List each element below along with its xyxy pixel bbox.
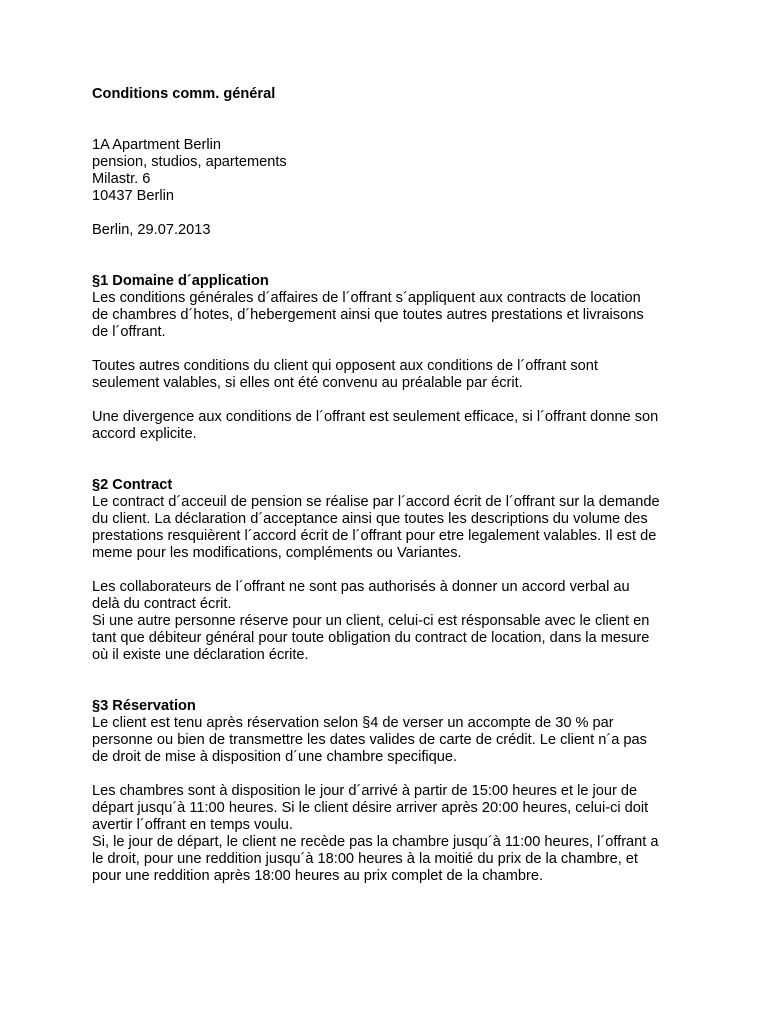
sections-container (92, 273, 712, 885)
text-line: Les collaborateurs de l´offrant ne sont pas authorisés à donner un accord verbal au (92, 579, 630, 595)
section-3 (92, 698, 712, 885)
address-line: pension, studios, apartements (92, 154, 287, 170)
text-line: où il existe une déclaration écrite. (92, 647, 309, 663)
text-line: personne ou bien de transmettre les dates valides de carte de crédit. Le client n´a pas (92, 732, 647, 748)
text-line: de chambres d´hotes, d´hebergement ainsi que toutes autres prestations et livraisons (92, 307, 644, 323)
section-heading: §3 Réservation (92, 698, 196, 714)
paragraph (92, 409, 712, 443)
text-line: Le client est tenu après réservation selon §4 de verser un accompte de 30 % par (92, 715, 614, 731)
paragraph (92, 358, 712, 392)
text-line: départ jusqu´à 11:00 heures. Si le client désire arriver après 20:00 heures, celui-ci doit (92, 800, 649, 816)
text-line: Si une autre personne réserve pour un client, celui-ci est résponsable avec le client en (92, 613, 650, 629)
text-line: Les chambres sont à disposition le jour d´arrivé à partir de 15:00 heures et le jour de (92, 783, 638, 799)
text-line: Toutes autres conditions du client qui opposent aux conditions de l´offrant sont (92, 358, 598, 374)
paragraph (92, 494, 712, 562)
address-line: Milastr. 6 (92, 171, 151, 187)
paragraph (92, 783, 712, 885)
address-line: 1A Apartment Berlin (92, 137, 221, 153)
text-line: seulement valables, si elles ont été convenu au préalable par écrit. (92, 375, 523, 391)
section-2 (92, 477, 712, 664)
text-line: Si, le jour de départ, le client ne recède pas la chambre jusqu´à 11:00 heures, l´offrant a (92, 834, 659, 850)
text-line: de droit de mise à disposition d´une chambre specifique. (92, 749, 458, 765)
text-line: pour une reddition après 18:00 heures au prix complet de la chambre. (92, 868, 544, 884)
section-heading: §1 Domaine d´application (92, 273, 269, 289)
text-line: delà du contract écrit. (92, 596, 232, 612)
text-line: avertir l´offrant en temps voulu. (92, 817, 293, 833)
text-line: le droit, pour une reddition jusqu´à 18:00 heures à la moitié du prix de la chambre, et (92, 851, 638, 867)
address-block (92, 137, 712, 205)
text-line: Les conditions générales d´affaires de l´offrant s´appliquent aux contracts de location (92, 290, 641, 306)
text-line: prestations resquièrent l´accord écrit de l´offrant pour etre legalement valables. Il est de (92, 528, 657, 544)
text-line: tant que débiteur général pour toute obligation du contract de location, dans la mesure (92, 630, 650, 646)
text-line: Une divergence aux conditions de l´offrant est seulement efficace, si l´offrant donne son (92, 409, 659, 425)
text-line: du client. La déclaration d´acceptance ainsi que toutes les descriptions du volume des (92, 511, 648, 527)
text-line: meme pour les modifications, compléments ou Variantes. (92, 545, 462, 561)
text-line: Le contract d´acceuil de pension se réalise par l´accord écrit de l´offrant sur la demande (92, 494, 660, 510)
address-line: 10437 Berlin (92, 188, 174, 204)
paragraph (92, 579, 712, 664)
text-line: accord explicite. (92, 426, 197, 442)
paragraph (92, 715, 712, 766)
text-line: de l´offrant. (92, 324, 166, 340)
document-title: Conditions comm. général (92, 86, 276, 102)
paragraph (92, 290, 712, 341)
document-page (92, 86, 712, 885)
section-1 (92, 273, 712, 443)
date-line: Berlin, 29.07.2013 (92, 222, 211, 238)
section-heading: §2 Contract (92, 477, 173, 493)
